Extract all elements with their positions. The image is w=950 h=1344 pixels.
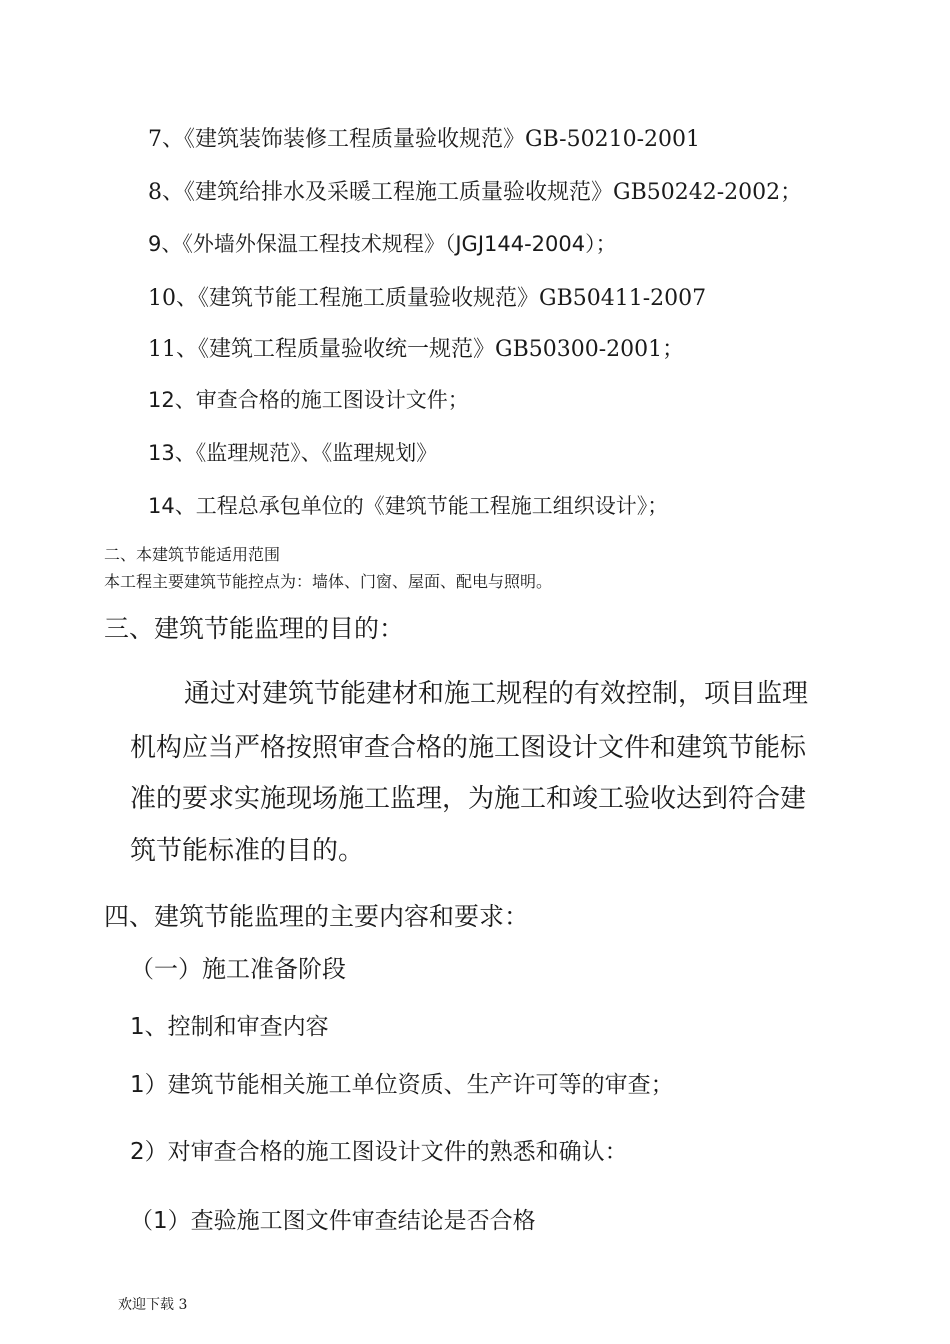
reference-item-13: 13、《监理规范》、《监理规划》: [148, 441, 438, 465]
item-1-2-1: （1）查验施工图文件审查结论是否合格: [130, 1208, 536, 1234]
reference-item-9: 9、《外墙外保温工程技术规程》（JGJ144-2004）；: [148, 232, 617, 256]
section-3-paragraph-line-2: 机构应当严格按照审查合格的施工图设计文件和建筑节能标: [130, 733, 807, 763]
reference-item-11: 11、《建筑工程质量验收统一规范》GB50300-2001；: [148, 337, 685, 362]
item-1-1: 1）建筑节能相关施工单位资质、生产许可等的审查；: [130, 1072, 674, 1098]
section-3-paragraph-line-4: 筑节能标准的目的。: [130, 836, 365, 866]
stage-heading: （一）施工准备阶段: [130, 955, 346, 983]
reference-item-14: 14、工程总承包单位的《建筑节能工程施工组织设计》；: [148, 494, 669, 518]
section-4-heading: 四、建筑节能监理的主要内容和要求：: [104, 902, 530, 931]
item-1-2: 2）对审查合格的施工图设计文件的熟悉和确认：: [130, 1139, 628, 1165]
reference-item-8: 8、《建筑给排水及采暖工程施工质量验收规范》GB50242-2002；: [148, 180, 803, 205]
section-2-heading: 二、本建筑节能适用范围: [104, 545, 281, 564]
section-3-heading: 三、建筑节能监理的目的：: [104, 614, 405, 643]
page-footer: 欢迎下载 3: [118, 1297, 188, 1313]
reference-item-10: 10、《建筑节能工程施工质量验收规范》GB50411-2007: [148, 286, 707, 311]
item-1: 1、控制和审查内容: [130, 1014, 329, 1040]
reference-item-7: 7、《建筑装饰装修工程质量验收规范》GB-50210-2001: [148, 127, 700, 152]
section-3-paragraph-line-3: 准的要求实施现场施工监理，为施工和竣工验收达到符合建: [130, 784, 807, 814]
section-3-paragraph-line-1: 通过对建筑节能建材和施工规程的有效控制，项目监理: [184, 679, 809, 709]
reference-item-12: 12、审查合格的施工图设计文件；: [148, 388, 469, 412]
section-2-text: 本工程主要建筑节能控点为：墙体、门窗、屋面、配电与照明。: [104, 572, 553, 591]
